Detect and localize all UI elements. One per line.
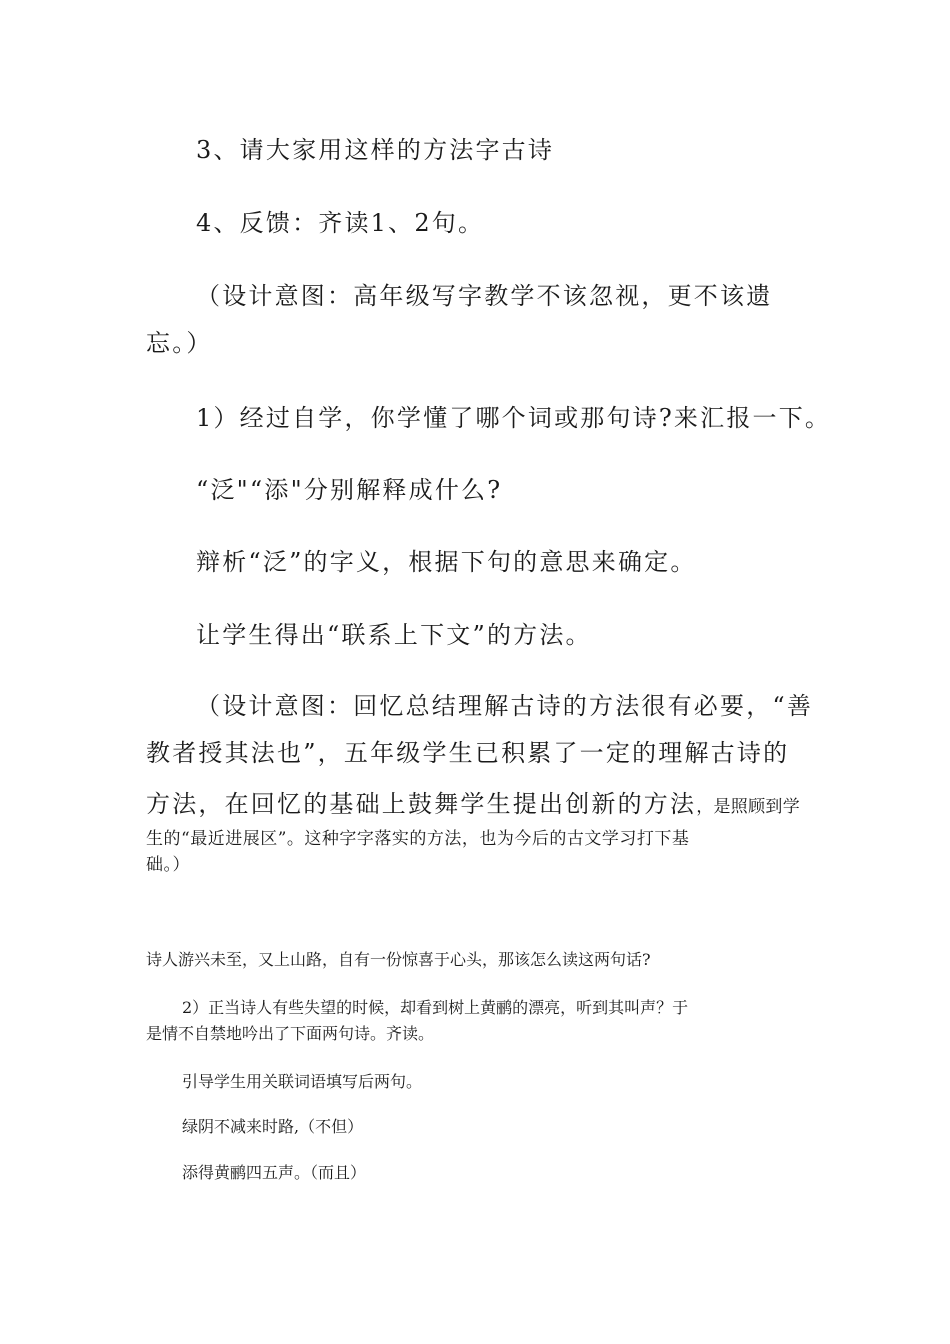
method-line: 让学生得出“联系上下文”的方法。 (196, 621, 592, 649)
design-intent-2-line-2: 教者授其法也”，五年级学生已积累了一定的理解古诗的 (146, 739, 790, 767)
design-intent-2-line-3 (146, 788, 800, 823)
question-2-line-1: 2）正当诗人有些失望的时候，却看到树上黄鹂的漂亮，听到其叫声？于 (182, 998, 689, 1017)
design-intent-2-line-5: 础。） (146, 855, 190, 875)
word-meaning-question: “泛"“添"分别解释成什么? (196, 476, 503, 504)
question-2-line-2: 是情不自禁地吟出了下面两句诗。齐读。 (146, 1024, 435, 1043)
poem-line-1: 绿阴不减来时路,（不但） (182, 1117, 364, 1136)
guide-line: 引导学生用关联词语填写后两句。 (182, 1072, 423, 1091)
question-1-line: 1）经过自学，你学懂了哪个词或那句诗?来汇报一下。 (196, 404, 832, 432)
design-intent-2-line-1: （设计意图：回忆总结理解古诗的方法很有必要，“善 (196, 692, 814, 720)
step-4-line: 4、反馈：齐读1、2句。 (196, 209, 485, 237)
design-intent-1-line-1: （设计意图：高年级写字教学不该忽视，更不该遗 (196, 282, 773, 310)
design-intent-2-line-3-large: 方法，在回忆的基础上鼓舞学生提出创新的方法 (146, 790, 697, 818)
reading-guidance-line: 诗人游兴未至，又上山路，自有一份惊喜于心头，那该怎么读这两句话? (146, 950, 651, 969)
step-3-line: 3、请大家用这样的方法字古诗 (196, 136, 555, 164)
analysis-line: 辩析“泛”的字义，根据下句的意思来确定。 (196, 548, 697, 576)
design-intent-2-line-4: 生的“最近进展区”。这种字字落实的方法，也为今后的古文学习打下基 (146, 829, 690, 849)
design-intent-2-line-3-small: ，是照顾到学 (696, 797, 801, 817)
design-intent-1-line-2: 忘。） (146, 329, 213, 357)
poem-line-2: 添得黄鹂四五声。（而且） (182, 1163, 367, 1182)
